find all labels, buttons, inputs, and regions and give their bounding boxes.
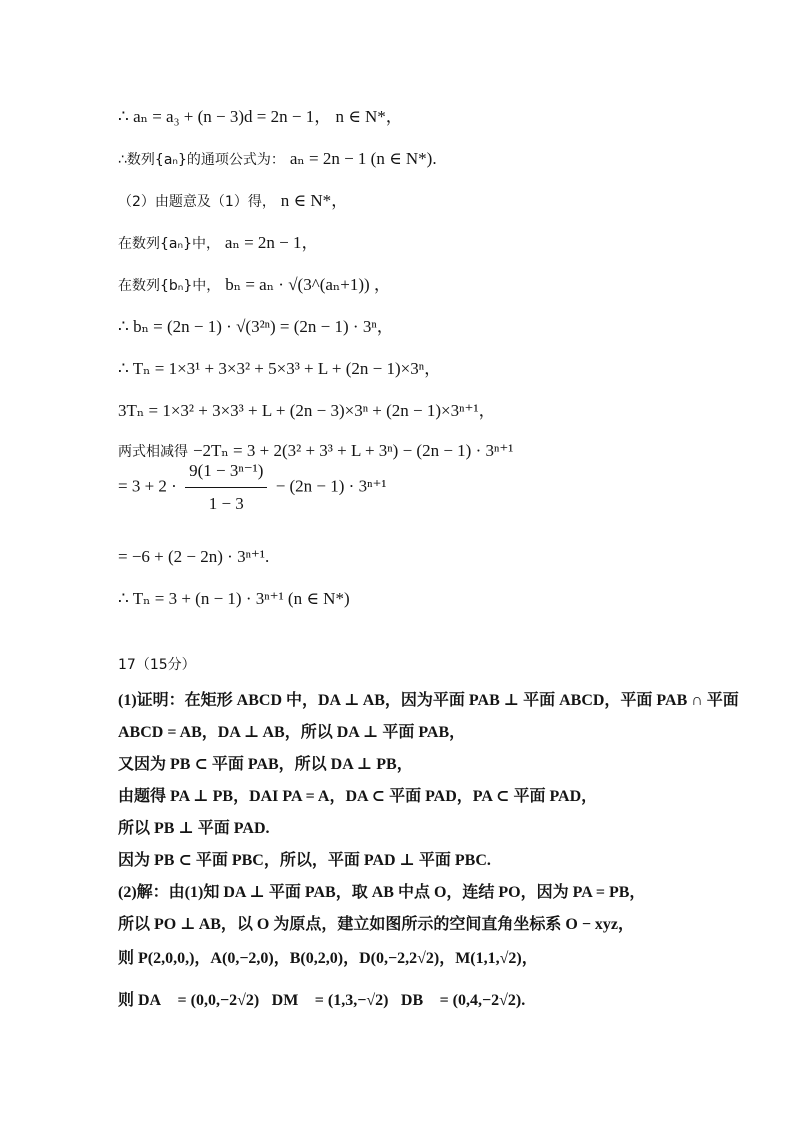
sequence-a-text: 在数列{aₙ}中， xyxy=(118,236,220,252)
proof-line-2: ABCD = AB，DA ⊥ AB，所以 DA ⊥ 平面 PAB， xyxy=(118,724,466,741)
geometric-sum-suffix: − (2n − 1) · 3ⁿ⁺¹ xyxy=(275,476,387,496)
proof-line-1: (1)证明：在矩形 ABCD 中，DA ⊥ AB，因为平面 PAB ⊥ 平面 ABCD，平面 PAB ∩ 平面 xyxy=(118,692,739,709)
general-term-line xyxy=(118,148,437,171)
fraction-denominator: 1 − 3 xyxy=(208,494,244,513)
subtraction-text: 两式相减得 xyxy=(118,444,188,460)
simplified-result: = −6 + (2 − 2n) · 3ⁿ⁺¹. xyxy=(118,547,270,566)
3tn-sum: 3Tₙ = 1×3² + 3×3³ + L + (2n − 3)×3ⁿ + (2n − 1)×3ⁿ⁺¹， xyxy=(118,401,496,420)
tn-final-result: ∴ Tₙ = 3 + (n − 1) · 3ⁿ⁺¹ (n ∈ N*) xyxy=(118,589,350,608)
part2-intro-text: （2）由题意及（1）得， xyxy=(118,194,276,210)
general-term-formula: aₙ = 2n − 1 (n ∈ N*). xyxy=(289,149,437,168)
fraction-numerator: 9(1 − 3ⁿ⁻¹) xyxy=(185,458,267,488)
sequence-a-line xyxy=(118,232,319,255)
bn-simplification: ∴ bₙ = (2n − 1) · √(3²ⁿ) = (2n − 1) · 3ⁿ， xyxy=(118,317,394,336)
geometric-sum-prefix: = 3 + 2 · xyxy=(118,476,177,496)
proof-line-4: 由题得 PA ⊥ PB，DAI PA = A，DA ⊂ 平面 PAD，PA ⊂ 平面 PAD， xyxy=(118,788,598,805)
coordinates-line: 则 P(2,0,0,)，A(0,−2,0)，B(0,2,0)，D(0,−2,2√2)，M(1,1,√2)， xyxy=(118,950,538,967)
proof-line-3: 又因为 PB ⊂ 平面 PAB，所以 DA ⊥ PB， xyxy=(118,756,413,773)
proof-line-5: 所以 PB ⊥ 平面 PAD. xyxy=(118,820,270,837)
formula-an-derivation: ∴ aₙ = a₃ + (n − 3)d = 2n − 1， n ∈ N*， xyxy=(118,107,403,126)
geometric-fraction xyxy=(185,458,267,517)
general-term-text: ∴数列{aₙ}的通项公式为： xyxy=(118,152,285,168)
sequence-a-formula: aₙ = 2n − 1， xyxy=(224,233,319,252)
part2-intro-formula: n ∈ N*， xyxy=(280,191,349,210)
sequence-b-text: 在数列{bₙ}中， xyxy=(118,278,221,294)
problem-17-heading: 17（15分） xyxy=(118,657,196,673)
geometric-sum-line xyxy=(118,458,387,517)
part2-intro-line xyxy=(118,190,348,213)
proof-line-6: 因为 PB ⊂ 平面 PBC，所以，平面 PAD ⊥ 平面 PBC. xyxy=(118,852,491,869)
sequence-b-formula: bₙ = aₙ · √(3^(aₙ+1)) ， xyxy=(225,275,391,294)
solution-line-1: (2)解：由(1)知 DA ⊥ 平面 PAB，取 AB 中点 O，连结 PO，因为 PA = PB， xyxy=(118,884,646,901)
solution-line-2: 所以 PO ⊥ AB，以 O 为原点，建立如图所示的空间直角坐标系 O − xyz， xyxy=(118,916,635,933)
subtraction-formula: −2Tₙ = 3 + 2(3² + 3³ + L + 3ⁿ) − (2n − 1) · 3ⁿ⁺¹ xyxy=(192,441,514,460)
tn-sum: ∴ Tₙ = 1×3¹ + 3×3² + 5×3³ + L + (2n − 1)×3ⁿ， xyxy=(118,359,442,378)
vectors-line: 则 DA⃗ = (0,0,−2√2)，DM⃗ = (1,3,−√2)，DB⃗ = (0,4,−2√2). xyxy=(118,992,526,1009)
sequence-b-line xyxy=(118,274,391,297)
